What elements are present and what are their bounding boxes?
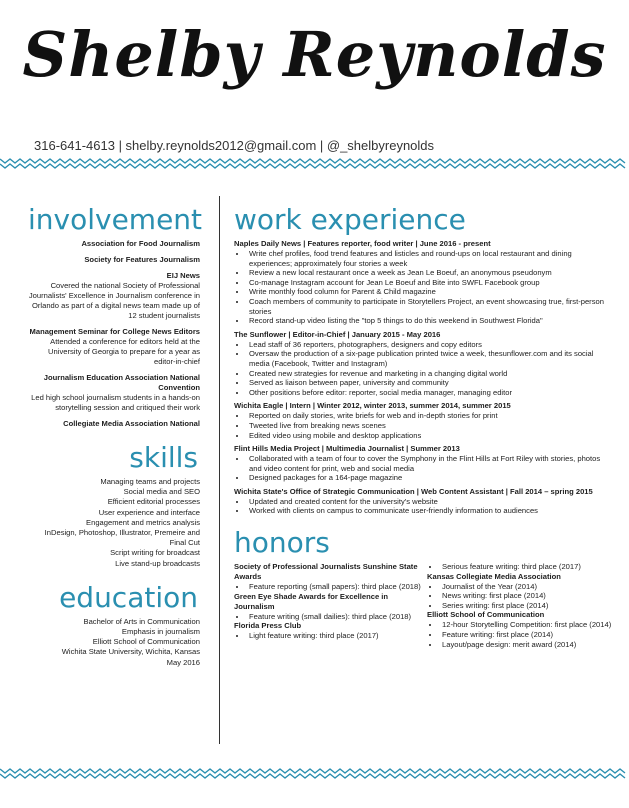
involvement-title: EIJ News: [166, 271, 200, 280]
job-bullet: • Designed packages for a 164-page magazine: [247, 473, 614, 483]
honor-title: Florida Press Club: [234, 621, 302, 631]
involvement-title: Society for Features Journalism: [84, 255, 200, 264]
honor-title: Green Eye Shade Awards for Excellence in Journalism: [234, 591, 389, 611]
job-entry: [234, 487, 614, 516]
honors-column-2: [427, 562, 614, 649]
honor-bullet: • Layout/page design: merit award (2014): [440, 640, 614, 650]
involvement-title: Journalism Education Association National Convention: [43, 373, 200, 392]
job-bullet: • Updated and created content for the university's website: [247, 497, 614, 507]
job-title: Flint Hills Media Project | Multimedia Journalist | Summer 2013: [234, 444, 460, 454]
involvement-item: [28, 327, 200, 367]
education-line: Elliott School of Communication: [92, 637, 200, 647]
involvement-list: [28, 239, 200, 429]
job-entry: [234, 444, 614, 483]
job-bullet: • Reported on daily stories, write briefs for web and in-depth stories for print: [247, 411, 614, 421]
skill-item: Efficient editorial processes: [107, 497, 200, 507]
skill-item: Live stand-up broadcasts: [115, 558, 200, 568]
resume-name: Shelby Reynolds: [22, 18, 607, 91]
job-bullet: • Coach members of community to participate in Storytellers Project, an event showcasing true, first-person stories: [247, 297, 614, 316]
involvement-heading: involvement: [28, 203, 203, 236]
job-title: The Sunflower | Editor-in-Chief | January 2015 - May 2016: [234, 329, 441, 339]
job-bullet: • Served as liaison between paper, university and community: [247, 378, 614, 388]
involvement-item: [28, 239, 200, 249]
honor-title: Elliott School of Communication: [427, 610, 545, 620]
involvement-item: [28, 419, 200, 429]
job-title: Wichita State's Office of Strategic Communication | Web Content Assistant | Fall 2014 – spring 2015: [234, 486, 593, 496]
contact-line: 316-641-4613 | shelby.reynolds2012@gmail.com | @_shelbyreynolds: [34, 138, 435, 153]
honor-bullets: [427, 562, 614, 572]
involvement-item: [28, 271, 200, 321]
honor-title: Society of Professional Journalists Sunshine State Awards: [234, 562, 418, 582]
honors-column-1: [234, 562, 421, 649]
zigzag-divider-top: [0, 158, 629, 170]
job-title: Naples Daily News | Features reporter, food writer | June 2016 - present: [234, 239, 491, 248]
job-bullet: • Review a new local restaurant once a week as Jean Le Boeuf, an anonymous pseudonym: [247, 268, 614, 278]
job-bullets: [234, 249, 614, 326]
job-title: Wichita Eagle | Intern | Winter 2012, winter 2013, summer 2014, summer 2015: [234, 401, 511, 411]
education-line: Wichita State University, Wichita, Kansas: [61, 647, 200, 657]
honor-bullet: • Series writing: first place (2014): [440, 601, 614, 611]
involvement-item: [28, 373, 200, 413]
left-column: [28, 203, 203, 668]
honor-bullet: • 12-hour Storytelling Competition: first place (2014): [440, 620, 614, 630]
job-bullets: [234, 411, 614, 440]
jobs-list: [234, 239, 614, 516]
job-bullet: • Record stand-up video listing the "top 5 things to do this weekend in Southwest Florida": [247, 316, 614, 326]
job-bullet: • Co-manage Instagram account for Jean Le Boeuf and Bite into SWFL Facebook group: [247, 278, 614, 288]
job-bullet: • Edited video using mobile and desktop applications: [247, 431, 614, 441]
right-column: [234, 205, 614, 649]
honor-bullet: • Feature reporting (small papers): third place (2018): [247, 582, 421, 592]
honor-bullets: [234, 612, 421, 622]
work-heading: work experience: [234, 203, 466, 236]
honor-bullet: • Journalist of the Year (2014): [440, 582, 614, 592]
skill-item: Managing teams and projects: [100, 477, 200, 486]
honor-bullets: [234, 582, 421, 592]
involvement-desc: Attended a conference for editors held at the University of Georgia to prepare for a year as editor-in-chief: [48, 337, 200, 366]
honor-title: Kansas Collegiate Media Association: [427, 571, 561, 581]
honor-bullets: [427, 582, 614, 611]
skill-item: Social media and SEO: [123, 487, 200, 497]
skills-heading: skills: [129, 441, 198, 474]
job-bullets: [234, 340, 614, 398]
job-bullet: • Oversaw the production of a six-page publication printed twice a week, thesunflower.com and its social media (Facebook, Twitter and Instagram): [247, 349, 614, 368]
education-heading: education: [59, 580, 198, 614]
honors-heading: honors: [234, 526, 330, 560]
job-entry: [234, 330, 614, 398]
involvement-title: Management Seminar for College News Editors: [29, 327, 200, 336]
involvement-title: Collegiate Media Association National: [63, 419, 200, 428]
zigzag-divider-bottom: [0, 768, 629, 780]
honor-bullet: • Light feature writing: third place (2017): [247, 631, 421, 641]
job-bullet: • Worked with clients on campus to communicate user-friendly information to audiences: [247, 506, 614, 516]
honor-bullets: [427, 620, 614, 649]
job-bullet: • Write chef profiles, food trend features and listicles and round-ups on local restaurant and dining experiences; approximately four stories a week: [247, 249, 614, 268]
job-bullet: • Other positions before editor: reporter, social media manager, managing editor: [247, 388, 614, 398]
skill-item: Engagement and metrics analysis: [86, 517, 200, 527]
job-entry: [234, 239, 614, 326]
job-bullet: • Tweeted live from breaking news scenes: [247, 421, 614, 431]
education-list: [28, 617, 200, 668]
involvement-desc: Covered the national Society of Professional Journalists' Excellence in Journalism conference in Orlando as part of a digital news team made up of 12 student journalists: [28, 281, 200, 320]
skill-item: User experience and interface: [98, 507, 200, 517]
honor-bullet: • News writing: first place (2014): [440, 591, 614, 601]
honor-bullet: • Feature writing (small dailies): third place (2018): [247, 612, 421, 622]
job-bullets: [234, 454, 614, 483]
honor-bullets: [234, 631, 421, 641]
education-line: Bachelor of Arts in Communication: [83, 616, 200, 626]
skills-list: [28, 477, 200, 569]
involvement-item: [28, 255, 200, 265]
column-divider: [219, 196, 220, 744]
skill-item: Script writing for broadcast: [110, 548, 200, 558]
education-line: May 2016: [166, 657, 200, 667]
involvement-desc: Led high school journalism students in a hands-on storytelling session and critiqued their work: [31, 393, 200, 412]
honors-columns: [234, 562, 614, 649]
job-bullet: • Collaborated with a team of four to cover the Symphony in the Flint Hills at Fort Riley with stories, photos and video content for print, web and social media: [247, 454, 614, 473]
job-bullet: • Lead staff of 36 reporters, photographers, designers and copy editors: [247, 340, 614, 350]
skill-item: InDesign, Photoshop, Illustrator, Premeire and Final Cut: [44, 528, 200, 548]
job-entry: [234, 401, 614, 440]
involvement-title: Association for Food Journalism: [81, 239, 200, 248]
education-line: Emphasis in journalism: [121, 627, 200, 637]
job-bullet: • Created new strategies for revenue and marketing in a changing digital world: [247, 369, 614, 379]
job-bullets: [234, 497, 614, 516]
honor-bullet: • Feature writing: first place (2014): [440, 630, 614, 640]
job-bullet: • Write monthly food column for Parent & Child magazine: [247, 287, 614, 297]
honor-bullet: • Serious feature writing: third place (2017): [440, 562, 614, 572]
